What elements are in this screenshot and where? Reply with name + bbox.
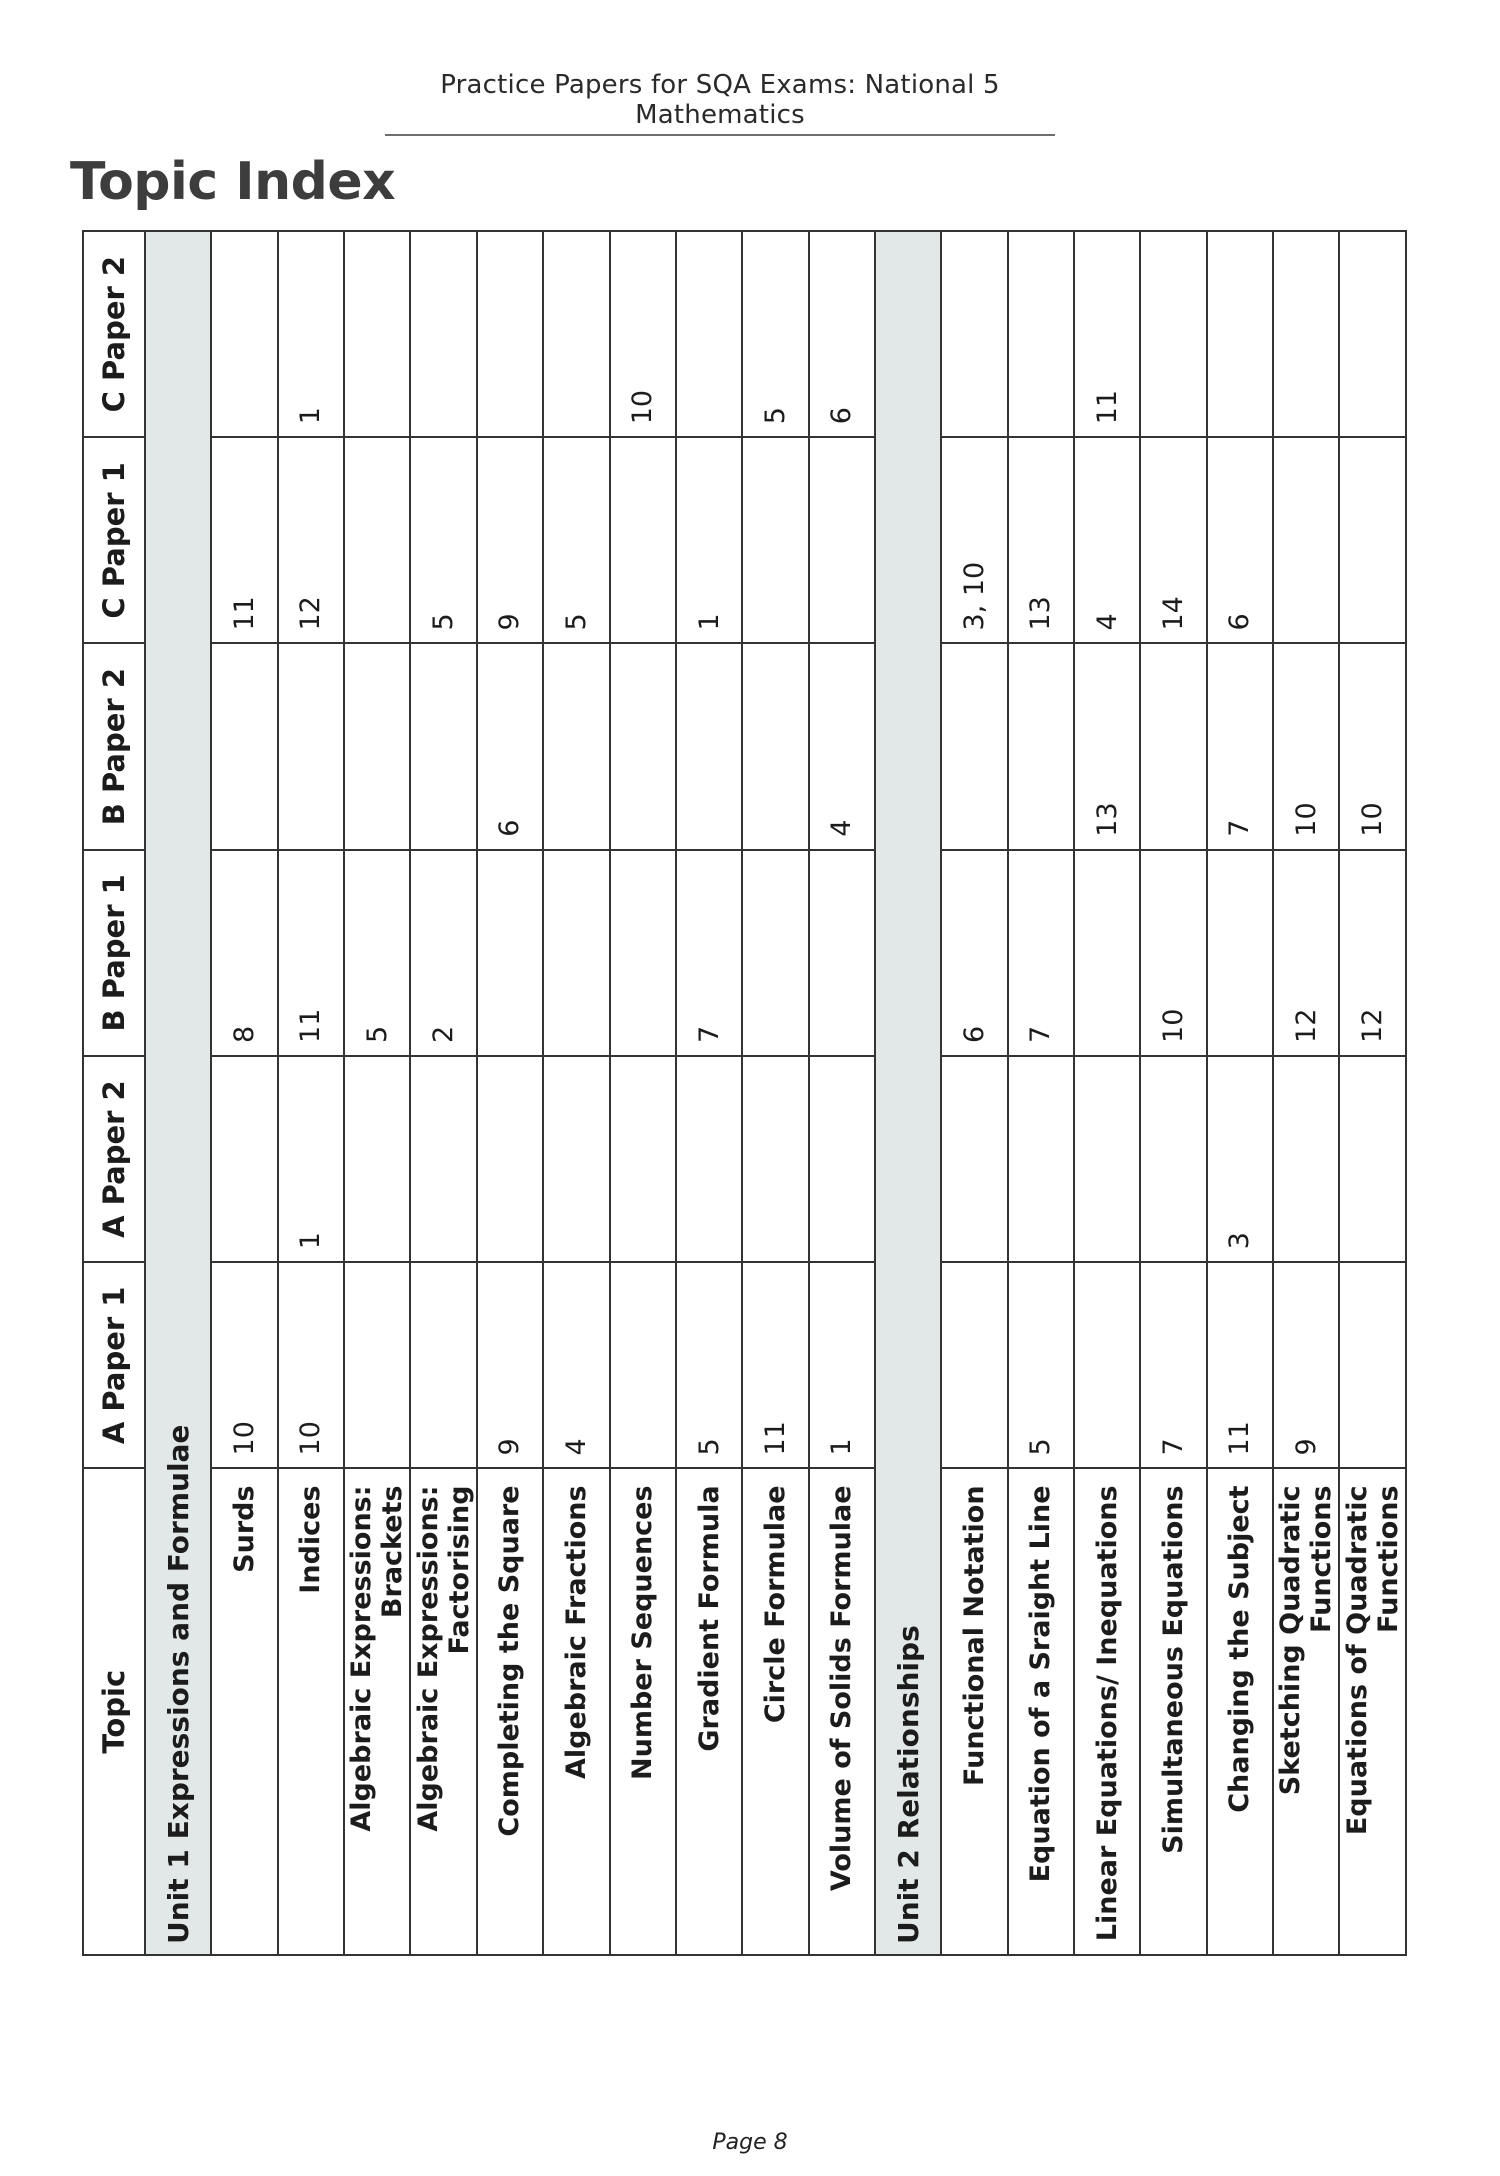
running-header: Practice Papers for SQA Exams: National 5 Mathematics [385, 70, 1055, 136]
question-number-cell [610, 437, 676, 643]
question-number-cell: 12 [1339, 850, 1406, 1056]
table-row [1008, 231, 1074, 1955]
question-number-cell [1273, 1056, 1339, 1262]
column-header-c-paper-1: C Paper 1 [83, 437, 145, 643]
table-row [676, 231, 742, 1955]
question-number-cell [344, 437, 410, 643]
question-number-cell: 9 [477, 437, 543, 643]
question-number-cell: 5 [543, 437, 609, 643]
question-number-cell [1339, 437, 1406, 643]
column-header-a-paper-2: A Paper 2 [83, 1056, 145, 1262]
question-number-cell: 10 [211, 1262, 277, 1468]
question-number-cell: 6 [941, 850, 1007, 1056]
question-number-cell: 12 [278, 437, 344, 643]
topic-cell: Simultaneous Equations [1140, 1468, 1206, 1955]
question-number-cell: 13 [1074, 644, 1140, 850]
table-row [742, 231, 808, 1955]
question-number-cell [477, 1056, 543, 1262]
topic-cell: Completing the Square [477, 1468, 543, 1955]
question-number-cell: 10 [1273, 644, 1339, 850]
table-row [477, 231, 543, 1955]
question-number-cell [543, 1056, 609, 1262]
question-number-cell [1207, 231, 1273, 437]
topic-cell: Algebraic Fractions [543, 1468, 609, 1955]
question-number-cell: 11 [278, 850, 344, 1056]
question-number-cell [742, 1056, 808, 1262]
table-row [610, 231, 676, 1955]
question-number-cell: 3, 10 [941, 437, 1007, 643]
question-number-cell: 5 [344, 850, 410, 1056]
topic-cell: Algebraic Expressions: Brackets [344, 1468, 410, 1955]
question-number-cell [809, 437, 875, 643]
question-number-cell [742, 644, 808, 850]
topic-cell: Equation of a Sraight Line [1008, 1468, 1074, 1955]
question-number-cell: 4 [809, 644, 875, 850]
topic-cell: Equations of Quadratic Functions [1339, 1468, 1406, 1955]
question-number-cell [676, 1056, 742, 1262]
question-number-cell [1273, 231, 1339, 437]
question-number-cell [742, 437, 808, 643]
question-number-cell [809, 1056, 875, 1262]
question-number-cell [676, 644, 742, 850]
question-number-cell: 5 [742, 231, 808, 437]
column-header-topic: Topic [83, 1468, 145, 1955]
question-number-cell: 11 [1074, 231, 1140, 437]
question-number-cell [543, 644, 609, 850]
question-number-cell [477, 850, 543, 1056]
question-number-cell: 1 [809, 1262, 875, 1468]
question-number-cell: 8 [211, 850, 277, 1056]
page-number: Page 8 [712, 2130, 788, 2155]
question-number-cell: 3 [1207, 1056, 1273, 1262]
question-number-cell: 4 [543, 1262, 609, 1468]
question-number-cell [610, 1262, 676, 1468]
question-number-cell: 11 [742, 1262, 808, 1468]
question-number-cell [941, 1262, 1007, 1468]
question-number-cell [211, 644, 277, 850]
question-number-cell [410, 231, 476, 437]
question-number-cell [1207, 850, 1273, 1056]
question-number-cell [477, 231, 543, 437]
column-header-c-paper-2: C Paper 2 [83, 231, 145, 437]
question-number-cell: 11 [1207, 1262, 1273, 1468]
question-number-cell [344, 1056, 410, 1262]
question-number-cell: 13 [1008, 437, 1074, 643]
table-row [211, 231, 277, 1955]
question-number-cell: 6 [1207, 437, 1273, 643]
question-number-cell [278, 644, 344, 850]
question-number-cell [211, 1056, 277, 1262]
unit-heading: Unit 1 Expressions and Formulae [145, 231, 211, 1955]
question-number-cell [1008, 644, 1074, 850]
question-number-cell: 9 [477, 1262, 543, 1468]
question-number-cell [941, 1056, 1007, 1262]
table-row [543, 231, 609, 1955]
question-number-cell: 5 [1008, 1262, 1074, 1468]
topic-index-table [82, 230, 1407, 1956]
question-number-cell [941, 231, 1007, 437]
unit-heading: Unit 2 Relationships [875, 231, 941, 1955]
question-number-cell [410, 644, 476, 850]
question-number-cell [344, 231, 410, 437]
table-row [809, 231, 875, 1955]
table-row [410, 231, 476, 1955]
question-number-cell: 9 [1273, 1262, 1339, 1468]
question-number-cell [344, 644, 410, 850]
question-number-cell: 1 [676, 437, 742, 643]
topic-cell: Indices [278, 1468, 344, 1955]
topic-cell: Linear Equations/ Inequations [1074, 1468, 1140, 1955]
question-number-cell [543, 850, 609, 1056]
table-body [145, 231, 1406, 1955]
question-number-cell [610, 850, 676, 1056]
question-number-cell: 10 [1339, 644, 1406, 850]
question-number-cell: 11 [211, 437, 277, 643]
question-number-cell [1273, 437, 1339, 643]
question-number-cell [1339, 1262, 1406, 1468]
question-number-cell [344, 1262, 410, 1468]
question-number-cell [1074, 850, 1140, 1056]
question-number-cell: 7 [676, 850, 742, 1056]
column-header-b-paper-1: B Paper 1 [83, 850, 145, 1056]
page-title: Topic Index [70, 152, 396, 212]
question-number-cell: 4 [1074, 437, 1140, 643]
question-number-cell [941, 644, 1007, 850]
table-row [278, 231, 344, 1955]
table-header-row [83, 231, 145, 1955]
question-number-cell: 6 [809, 231, 875, 437]
question-number-cell: 5 [410, 437, 476, 643]
question-number-cell [211, 231, 277, 437]
question-number-cell: 7 [1207, 644, 1273, 850]
question-number-cell [1074, 1056, 1140, 1262]
unit-heading-row [875, 231, 941, 1955]
question-number-cell [543, 231, 609, 437]
topic-cell: Number Sequences [610, 1468, 676, 1955]
question-number-cell [1339, 1056, 1406, 1262]
topic-cell: Gradient Formula [676, 1468, 742, 1955]
question-number-cell: 1 [278, 1056, 344, 1262]
question-number-cell [676, 231, 742, 437]
question-number-cell [742, 850, 808, 1056]
question-number-cell: 5 [676, 1262, 742, 1468]
question-number-cell: 12 [1273, 850, 1339, 1056]
column-header-a-paper-1: A Paper 1 [83, 1262, 145, 1468]
table-row [1339, 231, 1406, 1955]
topic-cell: Functional Notation [941, 1468, 1007, 1955]
question-number-cell: 7 [1008, 850, 1074, 1056]
question-number-cell [1008, 231, 1074, 437]
question-number-cell: 7 [1140, 1262, 1206, 1468]
question-number-cell [410, 1056, 476, 1262]
question-number-cell [410, 1262, 476, 1468]
question-number-cell [1074, 1262, 1140, 1468]
topic-cell: Volume of Solids Formulae [809, 1468, 875, 1955]
question-number-cell: 14 [1140, 437, 1206, 643]
question-number-cell [1140, 1056, 1206, 1262]
question-number-cell: 10 [278, 1262, 344, 1468]
table-row [1074, 231, 1140, 1955]
topic-cell: Sketching Quadratic Functions [1273, 1468, 1339, 1955]
question-number-cell: 6 [477, 644, 543, 850]
table-row [344, 231, 410, 1955]
question-number-cell [1140, 231, 1206, 437]
question-number-cell: 10 [610, 231, 676, 437]
table-row [1273, 231, 1339, 1955]
topic-cell: Changing the Subject [1207, 1468, 1273, 1955]
question-number-cell [1140, 644, 1206, 850]
question-number-cell [1008, 1056, 1074, 1262]
question-number-cell: 10 [1140, 850, 1206, 1056]
topic-index-table-wrapper [82, 230, 1407, 1956]
question-number-cell: 2 [410, 850, 476, 1056]
unit-heading-row [145, 231, 211, 1955]
question-number-cell [610, 644, 676, 850]
topic-cell: Surds [211, 1468, 277, 1955]
table-row [941, 231, 1007, 1955]
question-number-cell: 1 [278, 231, 344, 437]
question-number-cell [809, 850, 875, 1056]
table-row [1140, 231, 1206, 1955]
topic-cell: Algebraic Expressions: Factorising [410, 1468, 476, 1955]
question-number-cell [1339, 231, 1406, 437]
topic-cell: Circle Formulae [742, 1468, 808, 1955]
question-number-cell [610, 1056, 676, 1262]
table-row [1207, 231, 1273, 1955]
column-header-b-paper-2: B Paper 2 [83, 644, 145, 850]
